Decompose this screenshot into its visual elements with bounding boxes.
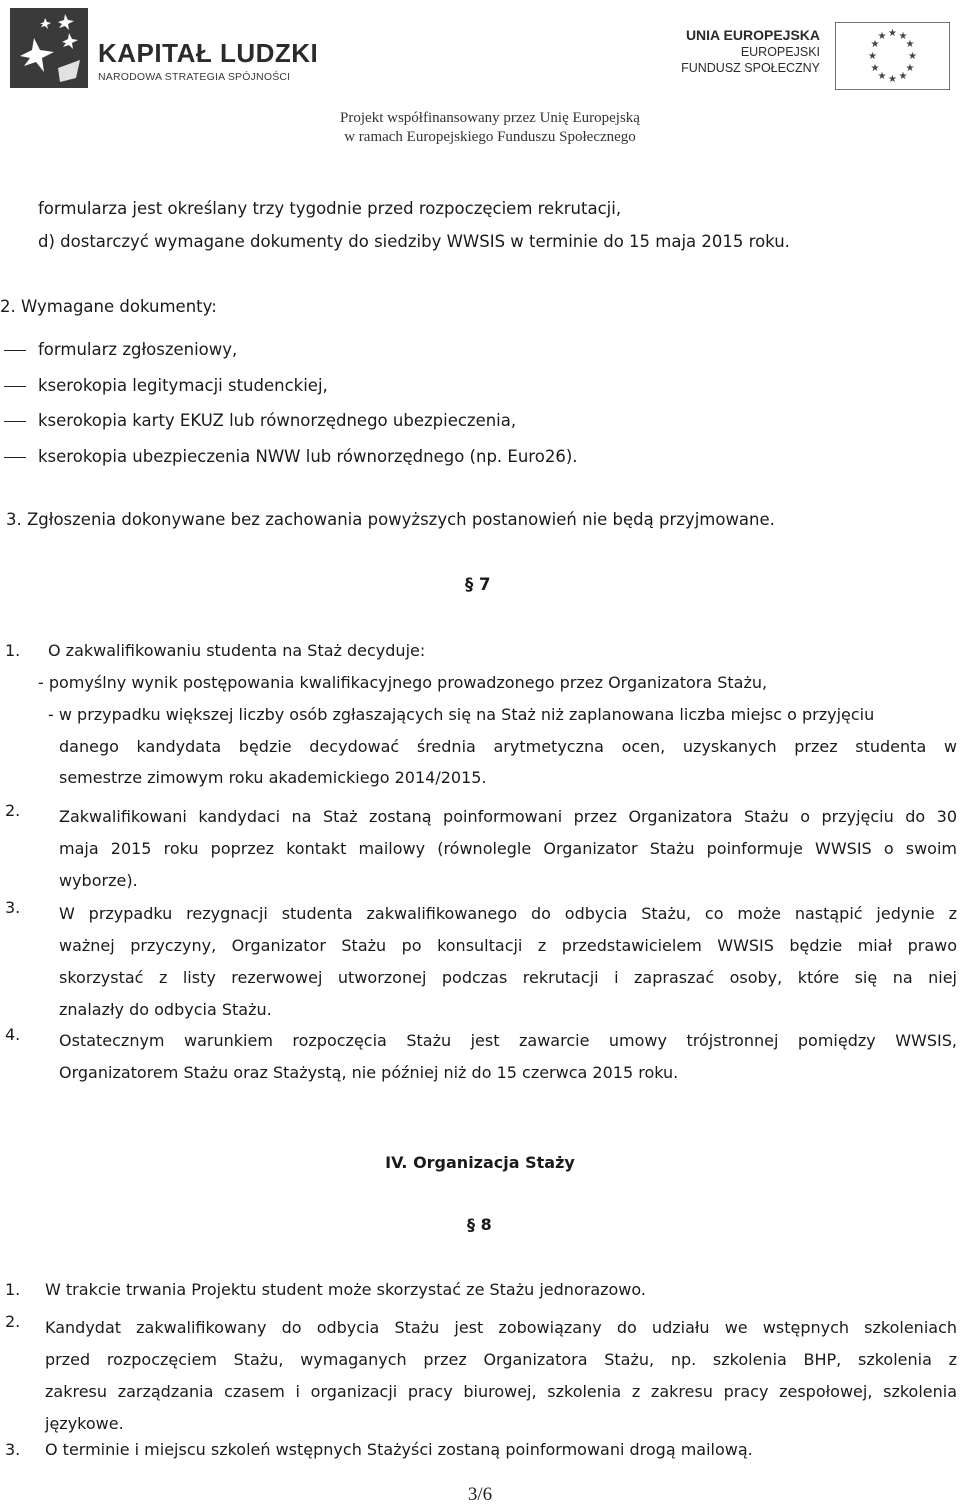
svg-text:★: ★ — [877, 31, 887, 42]
svg-text:★: ★ — [898, 31, 908, 42]
eu-logo-line3: FUNDUSZ SPOŁECZNY — [681, 61, 820, 75]
text-line: Kandydat zakwalifikowany do odbycia Stażu jest zobowiązany do udziału we wstępnych szkoleniach — [45, 1318, 957, 1337]
svg-text:★: ★ — [888, 74, 897, 85]
eu-logo-line1: UNIA EUROPEJSKA — [685, 27, 820, 43]
document-item: formularz zgłoszeniowy, — [38, 340, 238, 359]
text-line: językowe. — [45, 1414, 124, 1433]
point-3: 3. Zgłoszenia dokonywane bez zachowania powyższych postanowień nie będą przyjmowane. — [6, 510, 775, 529]
text-line: zakresu zarządzania czasem i organizacji pracy biurowej, szkolenia z zakresu pracy zespołowej, szkolenia — [45, 1382, 957, 1401]
kapital-ludzki-emblem-icon — [10, 8, 90, 88]
item-number: 1. — [5, 641, 21, 660]
eu-logo-line2: EUROPEJSKI — [740, 45, 820, 59]
item-text — [59, 1025, 957, 1089]
item-number: 3. — [5, 1440, 21, 1459]
document-item: kserokopia ubezpieczenia NWW lub równorzędnego (np. Euro26). — [38, 447, 578, 466]
section-heading: § 8 — [467, 1215, 492, 1234]
eu-logo — [681, 22, 950, 92]
dash-bullet-icon — [4, 386, 26, 387]
item-text — [59, 898, 957, 1026]
text-line: Organizatorem Stażu oraz Stażystą, nie później niż do 15 czerwca 2015 roku. — [59, 1063, 679, 1082]
svg-text:★: ★ — [877, 71, 887, 82]
svg-text:★: ★ — [905, 63, 915, 74]
text-line: Zakwalifikowani kandydaci na Staż zostaną poinformowani przez Organizatora Stażu o przyjęciu do 30 — [59, 807, 957, 826]
item-text — [59, 801, 957, 897]
text-line: danego kandydata będzie decydować średnia arytmetyczna ocen, uzyskanych przez studenta w — [59, 737, 957, 756]
text-line: znalazły do odbycia Stażu. — [59, 1000, 272, 1019]
cofinancing-line2: w ramach Europejskiego Funduszu Społecznego — [344, 129, 636, 145]
svg-text:★: ★ — [870, 39, 880, 50]
item-text — [45, 1312, 957, 1440]
section-heading: § 7 — [465, 575, 491, 594]
text-line: maja 2015 roku poprzez kontakt mailowy (równolegle Organizator Stażu poinformuje WWSIS o swoim — [59, 839, 957, 858]
logo-title: KAPITAŁ LUDZKI — [98, 38, 319, 68]
text-line: formularza jest określany trzy tygodnie przed rozpoczęciem rekrutacji, — [38, 199, 622, 218]
eu-logo-text — [681, 27, 820, 75]
svg-text:★: ★ — [908, 51, 917, 62]
text-line: przed rozpoczęciem Stażu, wymaganych przez Organizatora Stażu, np. szkolenia BHP, szkolenia z — [45, 1350, 957, 1369]
item-number: 4. — [5, 1025, 21, 1044]
text-line: ważnej przyczyny, Organizator Stażu po konsultacji z przedstawicielem WWSIS będzie miał prawo — [59, 936, 957, 955]
item-subtext — [59, 737, 957, 756]
item-text: W trakcie trwania Projektu student może skorzystać ze Stażu jednorazowo. — [45, 1280, 646, 1299]
svg-text:★: ★ — [870, 63, 880, 74]
document-item: kserokopia legitymacji studenckiej, — [38, 376, 328, 395]
document-item: kserokopia karty EKUZ lub równorzędnego ubezpieczenia, — [38, 411, 517, 430]
item-text: O terminie i miejscu szkoleń wstępnych Stażyści zostaną poinformowani drogą mailową. — [45, 1440, 753, 1459]
item-number: 2. — [5, 801, 21, 820]
svg-text:★: ★ — [888, 28, 897, 39]
point-2: 2. Wymagane dokumenty: — [0, 297, 217, 316]
chapter-title: IV. Organizacja Staży — [385, 1153, 575, 1172]
text-line: semestrze zimowym roku akademickiego 2014/2015. — [59, 768, 487, 787]
page-number: 3/6 — [467, 1484, 493, 1505]
eu-flag-icon — [835, 22, 950, 90]
svg-text:★: ★ — [905, 39, 915, 50]
cofinancing-note — [330, 109, 650, 147]
logo-subtitle: NARODOWA STRATEGIA SPÓJNOŚCI — [98, 71, 291, 83]
dash-bullet-icon — [4, 457, 26, 458]
item-number: 2. — [5, 1312, 21, 1331]
text-line: d) dostarczyć wymagane dokumenty do siedziby WWSIS w terminie do 15 maja 2015 roku. — [38, 232, 790, 251]
item-subtext: - pomyślny wynik postępowania kwalifikacyjnego prowadzonego przez Organizatora Stażu, — [38, 673, 768, 692]
item-number: 1. — [5, 1280, 21, 1299]
svg-text:★: ★ — [898, 71, 908, 82]
item-number: 3. — [5, 898, 21, 917]
svg-text:★: ★ — [868, 51, 877, 62]
cofinancing-line1: Projekt współfinansowany przez Unię Europejską — [340, 110, 640, 126]
kapital-ludzki-logo — [10, 8, 319, 88]
item-subtext: - w przypadku większej liczby osób zgłaszających się na Staż niż zaplanowana liczba miejsc o przyjęciu — [48, 705, 875, 724]
text-line: Ostatecznym warunkiem rozpoczęcia Stażu jest zawarcie umowy trójstronnej pomiędzy WWSIS, — [59, 1031, 957, 1050]
text-line: wyborze). — [59, 871, 138, 890]
item-text: O zakwalifikowaniu studenta na Staż decyduje: — [48, 641, 426, 660]
text-line: W przypadku rezygnacji studenta zakwalifikowanego do odbycia Stażu, co może nastąpić jedynie z — [59, 904, 957, 923]
dash-bullet-icon — [4, 350, 26, 351]
text-line: skorzystać z listy rezerwowej utworzonej podczas rekrutacji i zapraszać osoby, które się na niej — [59, 968, 957, 987]
dash-bullet-icon — [4, 421, 26, 422]
